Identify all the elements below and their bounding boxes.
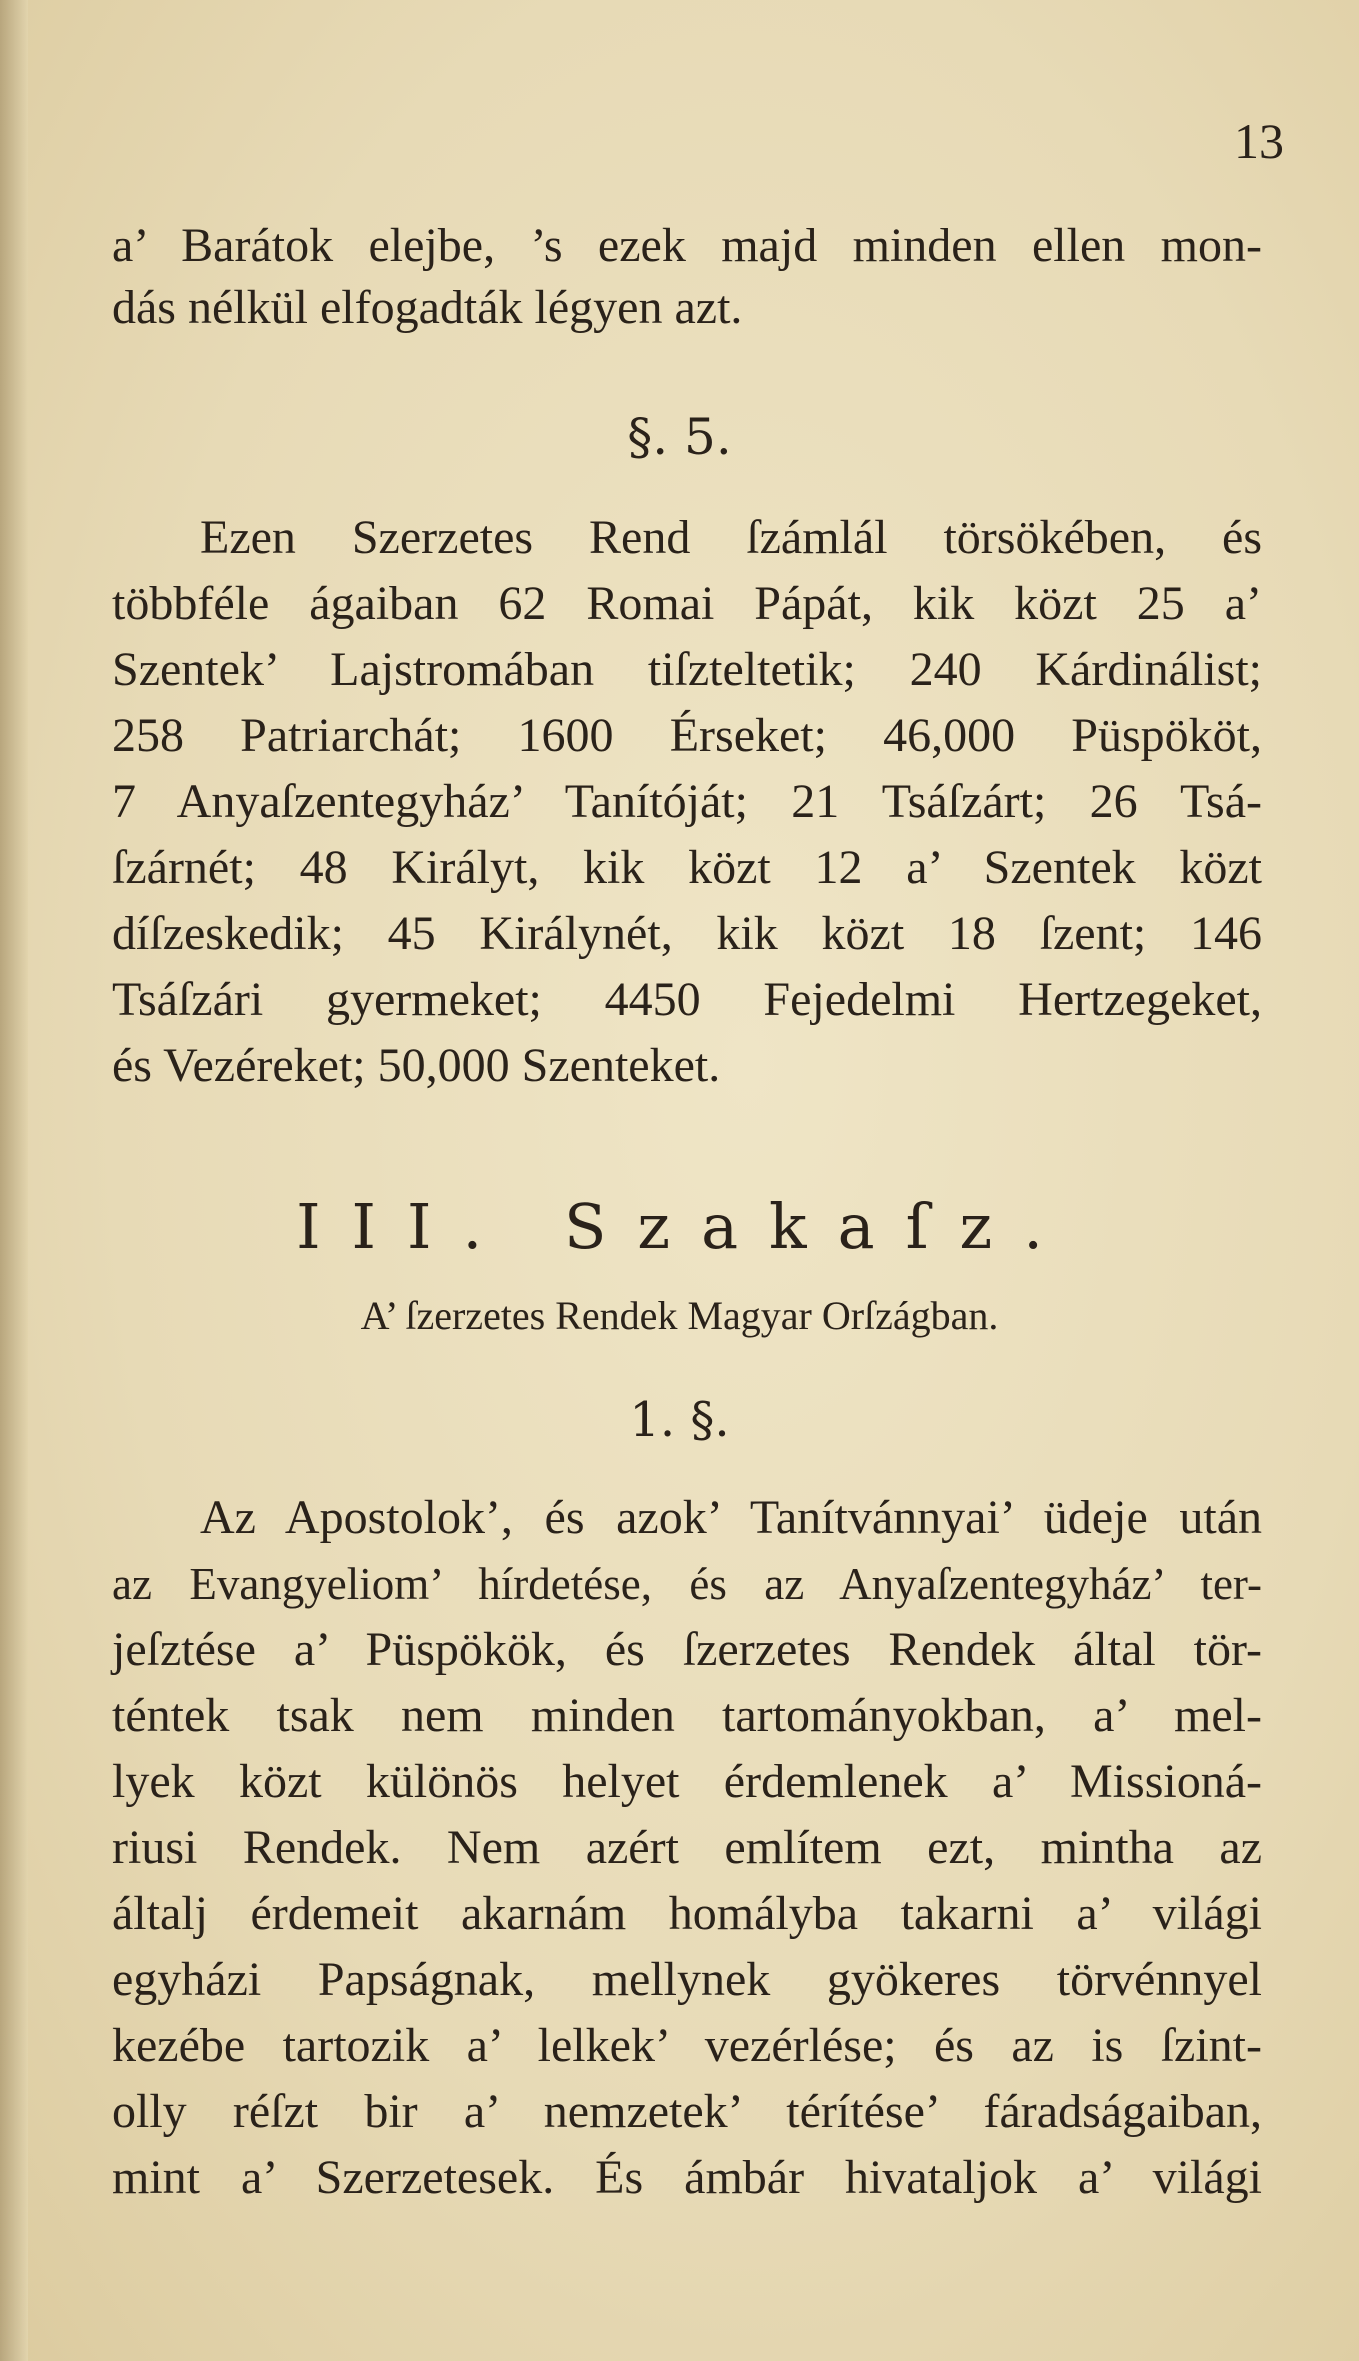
text-line: riusi Rendek. Nem azért említem ezt, mintha az	[112, 1821, 1262, 1874]
text-line: 258 Patriarchát; 1600 Érseket; 46,000 Püspököt,	[112, 709, 1262, 762]
text-line: egyházi Papságnak, mellynek gyökeres törvénnyel	[112, 1953, 1262, 2006]
text-line: 7 Anyaſzentegyház’ Tanítóját; 21 Tsáſzárt; 26 Tsá-	[112, 775, 1262, 828]
text-line: a’ Barátok elejbe, ’s ezek majd minden ellen mon-	[112, 219, 1262, 272]
page-spine-shadow	[0, 0, 28, 2361]
text-line: mint a’ Szerzetesek. És ámbár hivataljok a’ világi	[112, 2151, 1262, 2204]
section-1-label: 1. §.	[629, 1392, 730, 1448]
text-line: dás nélkül elfogadták légyen azt.	[112, 281, 743, 334]
text-line: olly réſzt bir a’ nemzetek’ térítése’ fáradságaiban,	[112, 2085, 1262, 2138]
text-line: az Evangyeliom’ hírdetése, és az Anyaſzentegyház’ ter-	[112, 1559, 1262, 1609]
chapter-subheading: A’ ſzerzetes Rendek Magyar Orſzágban.	[360, 1293, 999, 1338]
text-line: ſzárnét; 48 Királyt, kik közt 12 a’ Szentek közt	[112, 841, 1262, 894]
text-line: Tsáſzári gyermeket; 4450 Fejedelmi Hertzegeket,	[112, 973, 1262, 1026]
text-line: többféle ágaiban 62 Romai Pápát, kik közt 25 a’	[112, 577, 1262, 630]
text-line: Ezen Szerzetes Rend ſzámlál törsökében, és	[200, 511, 1262, 564]
text-line: és Vezéreket; 50,000 Szenteket.	[112, 1039, 721, 1092]
section-5-label: §. 5.	[627, 408, 732, 466]
text-line: kezébe tartozik a’ lelkek’ vezérlése; és az is ſzint-	[112, 2019, 1262, 2072]
chapter-heading: III. Szakaſz.	[296, 1190, 1074, 1263]
text-line: Szentek’ Lajstromában tiſzteltetik; 240 Kárdinálist;	[112, 643, 1262, 696]
text-line: lyek közt különös helyet érdemlenek a’ Missioná-	[112, 1755, 1262, 1808]
text-line: általj érdemeit akarnám homályba takarni a’ világi	[112, 1887, 1262, 1940]
text-line: díſzeskedik; 45 Királynét, kik közt 18 ſzent; 146	[112, 907, 1262, 960]
text-line: téntek tsak nem minden tartományokban, a’ mel-	[112, 1689, 1262, 1742]
page-number: 13	[1234, 113, 1284, 169]
text-line: jeſztése a’ Püspökök, és ſzerzetes Rendek által tör-	[112, 1623, 1262, 1676]
text-line: Az Apostolok’, és azok’ Tanítvánnyai’ üdeje után	[200, 1491, 1262, 1544]
